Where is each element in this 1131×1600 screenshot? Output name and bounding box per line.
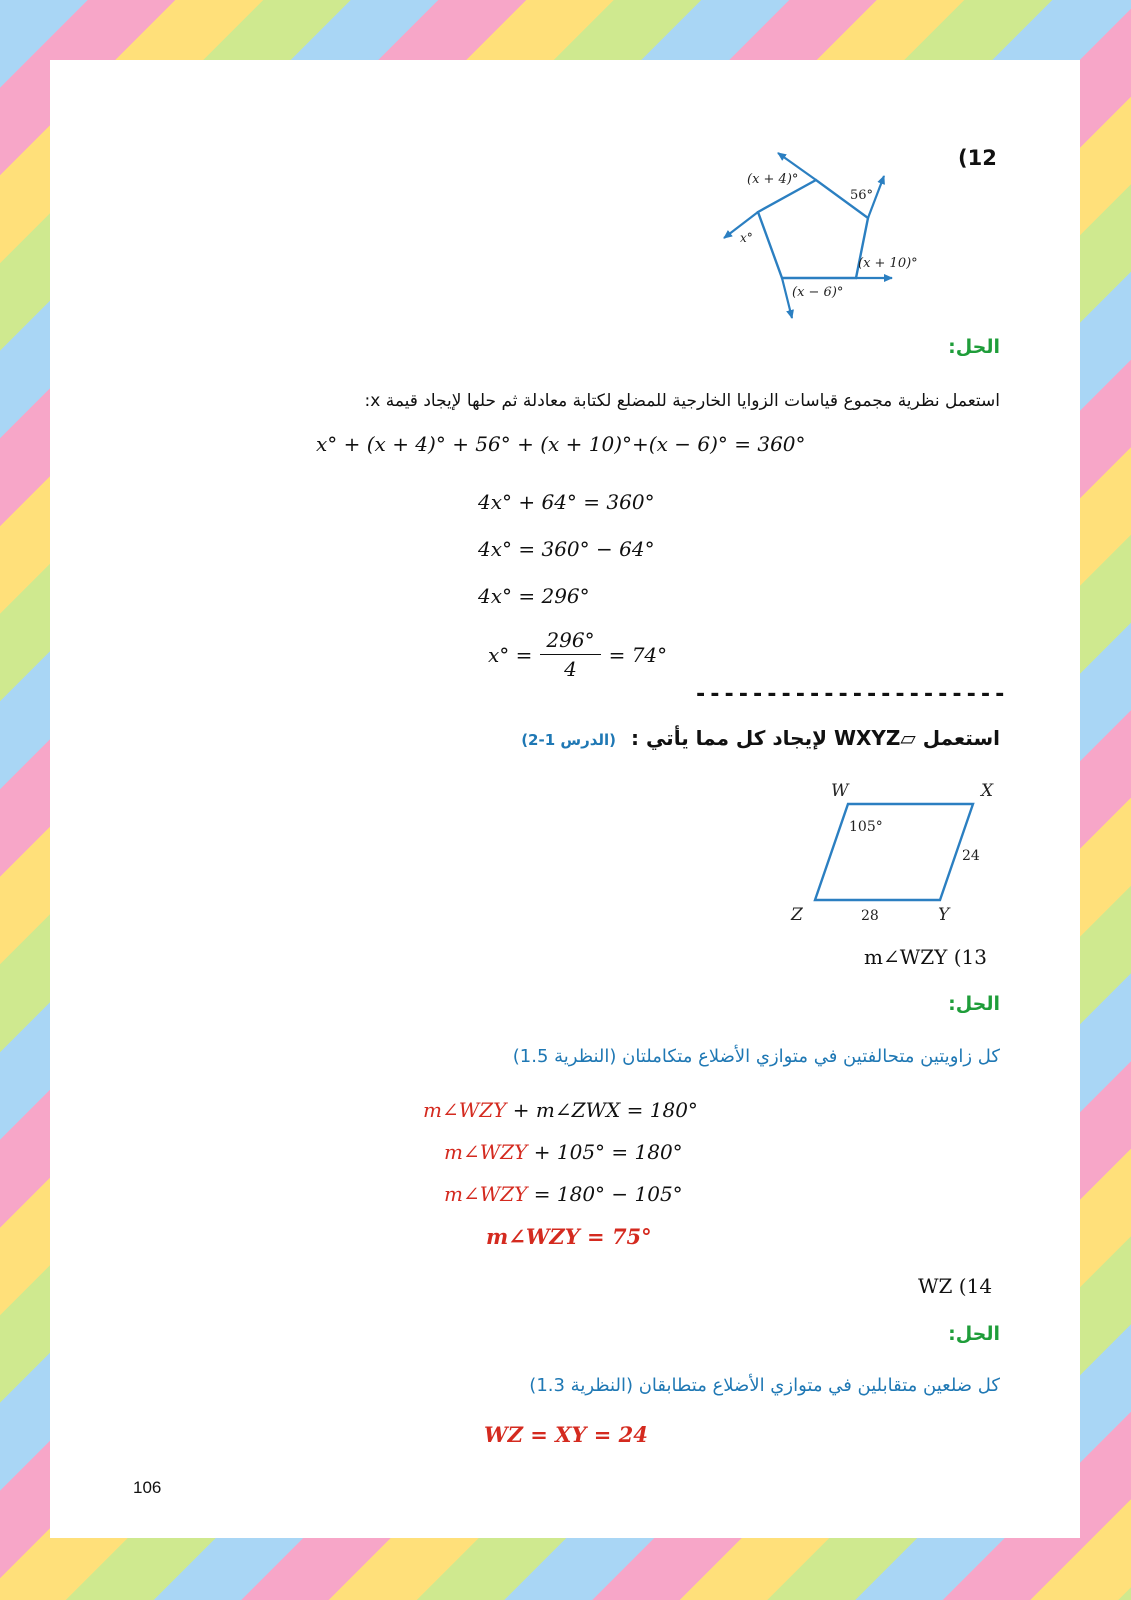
q13-line-1-rest: + m∠ZWX = 180° [506,1098,698,1122]
q12-step-2: 4x° = 360° − 64° [478,537,655,561]
q12-solution-label: الحل: [948,336,1000,358]
pentagon-figure [720,140,960,330]
vertex-x: X [981,781,994,801]
exterior-ray [782,278,792,318]
question-14-label: WZ (14 [918,1274,993,1298]
fraction-numerator: 296° [540,628,600,655]
page-number: 106 [133,1478,162,1497]
parallelogram-figure [778,776,1008,926]
angle-label-x-plus-4: (x + 4)° [747,172,799,187]
q14-theorem: كل ضلعين متقابلين في متوازي الأضلاع متطابقان (النظرية 1.3) [529,1375,1000,1396]
fraction-rhs: = 74° [608,642,668,667]
side-28-label: 28 [861,908,879,924]
angle-label-x: x° [740,231,753,245]
angle-label-x-plus-10: (x + 10)° [858,256,918,271]
q13-line-2-rest: + 105° = 180° [527,1140,683,1164]
q13-line-3 [444,1182,683,1206]
angle-label-x-minus-6: (x − 6)° [792,285,844,300]
q13-line-1-red: m∠WZY [423,1098,507,1122]
fraction-denominator: 4 [564,657,577,681]
q13-solution-label: الحل: [948,993,1000,1015]
section-title-text: استعمل ▱WXYZ لإيجاد كل مما يأتي : [630,726,1000,750]
parallelogram-outline [815,804,973,900]
vertex-w: W [831,781,849,801]
angle-label-56: 56° [850,188,874,203]
q13-line-2 [444,1140,683,1164]
q12-final-fraction [488,628,667,681]
lesson-reference: (الدرس 1-2) [521,731,617,749]
question-12-number: (12 [958,146,997,170]
question-13-label: m∠WZY (13 [864,945,987,969]
q14-answer: WZ = XY = 24 [484,1422,648,1447]
q13-line-3-red: m∠WZY [444,1182,528,1206]
fraction [540,628,600,681]
q13-answer: m∠WZY = 75° [486,1224,652,1249]
q13-line-3-rest: = 180° − 105° [527,1182,683,1206]
q13-line-1 [423,1098,698,1122]
q12-main-equation: x° + (x + 4)° + 56° + (x + 10)°+(x − 6)° = 360° [316,432,806,456]
q13-theorem: كل زاويتين متحالفتين في متوازي الأضلاع متكاملتان (النظرية 1.5) [512,1046,1000,1067]
divider-dashes: ---------------------- [694,682,1008,707]
angle-105-label: 105° [849,819,883,835]
fraction-lhs: x° = [488,642,533,667]
side-24-label: 24 [962,848,980,864]
section-title [430,726,1000,750]
q12-step-3: 4x° = 296° [478,584,590,608]
q13-line-2-red: m∠WZY [444,1140,528,1164]
vertex-z: Z [791,905,803,925]
q12-step-1: 4x° + 64° = 360° [478,490,655,514]
q14-solution-label: الحل: [948,1323,1000,1345]
q12-instruction: استعمل نظرية مجموع قياسات الزوايا الخارجية للمضلع لكتابة معادلة ثم حلها لإيجاد قيمة x: [364,391,1000,411]
vertex-y: Y [938,905,950,925]
